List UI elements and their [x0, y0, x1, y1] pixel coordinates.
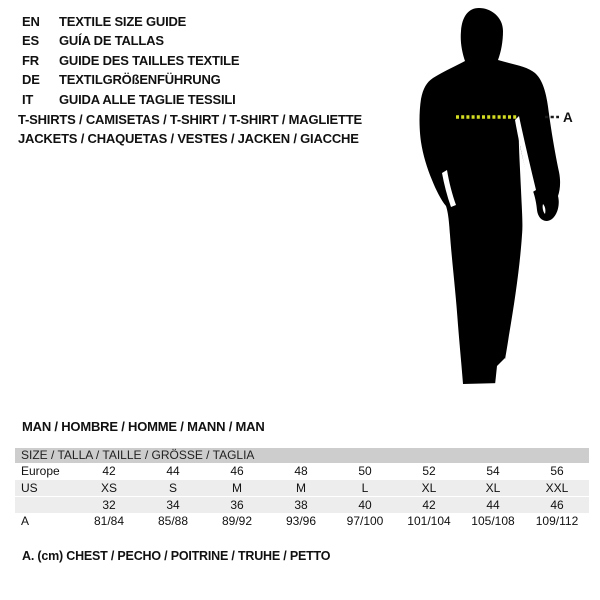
table-row-numeric: [15, 496, 589, 513]
size-cell: 97/100: [346, 514, 384, 528]
size-cell: M: [232, 481, 242, 495]
size-cell: XS: [100, 481, 117, 495]
language-code: ES: [22, 33, 39, 49]
size-cell: XXL: [545, 481, 569, 495]
size-cell: 34: [166, 498, 180, 512]
size-cell: 50: [358, 464, 372, 478]
size-table: [15, 448, 589, 529]
size-cell: 42: [422, 498, 436, 512]
size-cell: 46: [230, 464, 244, 478]
category-tshirts: T-SHIRTS / CAMISETAS / T-SHIRT / T-SHIRT / MAGLIETTE: [18, 112, 362, 127]
size-cell: 44: [166, 464, 180, 478]
size-cell: 109/112: [535, 514, 579, 528]
size-cell: M: [296, 481, 306, 495]
language-text: GUIDA ALLE TAGLIE TESSILI: [59, 91, 236, 107]
man-silhouette: [420, 8, 561, 384]
size-cell: 85/88: [157, 514, 189, 528]
category-jackets: JACKETS / CHAQUETAS / VESTES / JACKEN / GIACCHE: [18, 131, 359, 146]
size-cell: 101/104: [407, 514, 451, 528]
table-row-chest: [15, 513, 589, 529]
row-label: US: [21, 481, 38, 495]
size-cell: 42: [102, 464, 116, 478]
size-cell: 44: [486, 498, 500, 512]
language-code: DE: [22, 72, 40, 88]
language-text: GUÍA DE TALLAS: [59, 33, 164, 49]
measure-label-a: A: [563, 110, 573, 125]
language-text: TEXTILE SIZE GUIDE: [59, 14, 187, 29]
size-cell: 36: [230, 498, 244, 512]
measurement-footnote: A. (cm) CHEST / PECHO / POITRINE / TRUHE / PETTO: [22, 549, 331, 563]
size-cell: 81/84: [93, 514, 125, 528]
size-cell: 46: [550, 498, 564, 512]
size-cell: 40: [358, 498, 372, 512]
language-code: EN: [22, 14, 40, 29]
size-cell: XL: [485, 481, 501, 495]
table-row-europe: [15, 463, 589, 479]
size-cell: 93/96: [285, 514, 317, 528]
size-cell: 48: [294, 464, 308, 478]
size-cell: S: [168, 481, 177, 495]
man-section-title: MAN / HOMBRE / HOMME / MANN / MAN: [22, 419, 265, 434]
size-table-header: SIZE / TALLA / TAILLE / GRÖSSE / TAGLIA: [15, 448, 589, 463]
size-cell: 105/108: [471, 514, 515, 528]
table-row-us: [15, 479, 589, 496]
row-label: [15, 497, 77, 513]
row-label: A: [21, 514, 30, 528]
size-cell: 54: [486, 464, 500, 478]
language-text: GUIDE DES TAILLES TEXTILE: [59, 52, 240, 68]
language-code: FR: [22, 52, 39, 68]
size-cell: 32: [102, 498, 116, 512]
size-cell: 56: [550, 464, 564, 478]
size-cell: 52: [422, 464, 436, 478]
size-cell: L: [361, 481, 369, 495]
size-cell: XL: [421, 481, 437, 495]
language-code: IT: [22, 91, 34, 107]
size-cell: 89/92: [221, 514, 253, 528]
size-cell: 38: [294, 498, 308, 512]
language-text: TEXTILGRÖßENFÜHRUNG: [59, 72, 221, 88]
row-label: Europe: [21, 464, 60, 478]
